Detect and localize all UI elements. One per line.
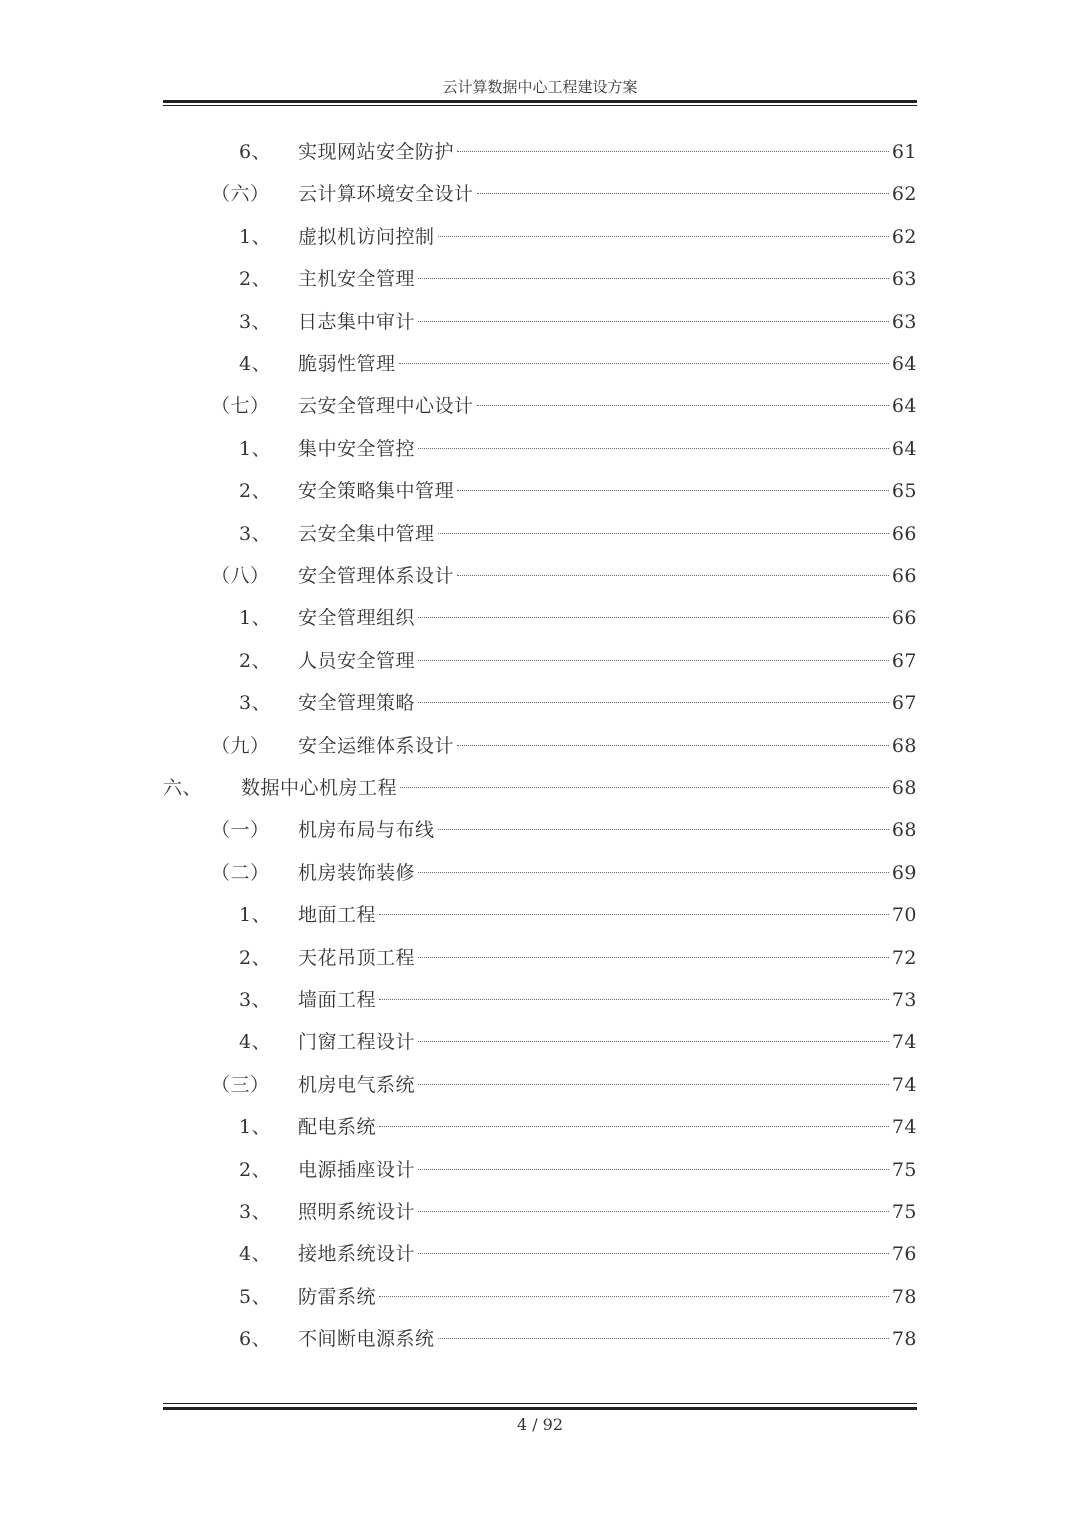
toc-entry-page: 62	[891, 225, 917, 248]
toc-dot-leader	[418, 660, 889, 661]
toc-entry-number: 3、	[239, 1201, 272, 1223]
toc-entry-title: 主机安全管理	[298, 268, 416, 291]
toc-entry-number: （三）	[211, 1073, 270, 1096]
toc-entry-page: 64	[891, 437, 917, 460]
toc-entry[interactable]	[163, 513, 917, 555]
toc-entry-page: 64	[891, 395, 917, 418]
toc-entry[interactable]	[163, 725, 917, 767]
toc-entry-page: 72	[891, 946, 917, 969]
toc-entry[interactable]	[163, 1233, 917, 1275]
toc-entry-number: （一）	[211, 819, 270, 842]
toc-entry-number: 3、	[239, 692, 272, 715]
toc-entry-page: 61	[891, 141, 917, 163]
toc-entry-number: （七）	[211, 395, 270, 418]
toc-entry-number: 2、	[239, 480, 272, 503]
toc-entry-page: 67	[891, 649, 917, 672]
header-rule-thick	[163, 100, 917, 103]
toc-dot-leader	[457, 490, 889, 491]
toc-dot-leader	[457, 151, 889, 152]
toc-entry-title: 脆弱性管理	[298, 353, 396, 375]
toc-dot-leader	[400, 787, 889, 788]
toc-entry-number: 3、	[239, 522, 272, 545]
toc-dot-leader	[418, 1084, 889, 1085]
toc-entry-page: 67	[891, 692, 917, 715]
toc-entry-page: 78	[891, 1328, 917, 1351]
toc-entry-page: 69	[891, 861, 917, 884]
toc-entry[interactable]	[163, 428, 917, 470]
toc-entry[interactable]	[163, 385, 917, 427]
toc-entry[interactable]	[163, 173, 917, 215]
toc-entry-title: 实现网站安全防护	[298, 141, 455, 163]
toc-entry-number: 4、	[239, 1243, 272, 1266]
toc-entry-page: 74	[891, 1116, 917, 1139]
toc-entry-title: 安全管理策略	[298, 692, 416, 715]
toc-entry-title: 配电系统	[298, 1116, 377, 1139]
toc-entry-number: 4、	[239, 1031, 272, 1054]
footer-rule-thin	[163, 1403, 917, 1404]
toc-entry[interactable]	[163, 640, 917, 682]
toc-entry[interactable]	[163, 1191, 917, 1233]
toc-entry-title: 天花吊顶工程	[298, 946, 416, 969]
toc-entry-title: 人员安全管理	[298, 649, 416, 672]
toc-entry[interactable]	[163, 258, 917, 300]
toc-entry[interactable]	[163, 767, 917, 809]
toc-entry[interactable]	[163, 555, 917, 597]
toc-entry[interactable]	[163, 597, 917, 639]
toc-entry-page: 74	[891, 1031, 917, 1054]
toc-entry-number: 3、	[239, 310, 272, 333]
toc-dot-leader	[418, 1041, 889, 1042]
page-header-title: 云计算数据中心工程建设方案	[442, 78, 638, 96]
toc-entry-title: 集中安全管控	[298, 437, 416, 460]
toc-entry[interactable]	[163, 1318, 917, 1360]
header-rule-thin	[163, 105, 917, 106]
toc-entry-number: 2、	[239, 1158, 272, 1181]
toc-entry-number: 1、	[239, 225, 272, 248]
toc-entry-title: 不间断电源系统	[298, 1328, 435, 1351]
toc-entry-page: 66	[891, 607, 917, 630]
toc-entry-number: 六、	[163, 777, 203, 799]
toc-dot-leader	[399, 363, 889, 364]
toc-entry-number: 5、	[239, 1285, 272, 1308]
toc-entry-number: 6、	[239, 1328, 272, 1351]
toc-dot-leader	[379, 914, 889, 915]
toc-entry-title: 安全运维体系设计	[298, 734, 455, 757]
toc-entry-page: 66	[891, 565, 917, 587]
toc-entry-number: 1、	[239, 904, 272, 927]
toc-entry-page: 68	[891, 777, 917, 799]
toc-entry-page: 74	[891, 1073, 917, 1096]
toc-dot-leader	[457, 575, 889, 576]
toc-entry-page: 68	[891, 734, 917, 757]
page-number: 4 / 92	[516, 1415, 564, 1434]
toc-entry-number: 6、	[239, 141, 272, 163]
toc-entry[interactable]	[163, 1021, 917, 1063]
toc-entry-title: 机房电气系统	[298, 1073, 416, 1096]
toc-entry-page: 78	[891, 1285, 917, 1308]
toc-entry-title: 防雷系统	[298, 1285, 377, 1308]
toc-entry[interactable]	[163, 216, 917, 258]
toc-entry-page: 70	[891, 904, 917, 927]
toc-dot-leader	[418, 448, 889, 449]
toc-entry-page: 75	[891, 1201, 917, 1223]
toc-entry-page: 75	[891, 1158, 917, 1181]
toc-dot-leader	[379, 1296, 889, 1297]
toc-entry-title: 机房布局与布线	[298, 819, 435, 842]
toc-entry[interactable]	[163, 343, 917, 385]
toc-entry[interactable]	[163, 894, 917, 936]
toc-dot-leader	[418, 1211, 889, 1212]
toc-entry-page: 66	[891, 522, 917, 545]
toc-dot-leader	[379, 999, 889, 1000]
toc-entry[interactable]	[163, 1106, 917, 1148]
toc-entry-page: 76	[891, 1243, 917, 1266]
toc-entry-page: 65	[891, 480, 917, 503]
toc-entry-title: 门窗工程设计	[298, 1031, 416, 1054]
toc-dot-leader	[418, 872, 889, 873]
toc-entry-number: （二）	[211, 861, 270, 884]
toc-entry-title: 地面工程	[298, 904, 377, 927]
toc-dot-leader	[418, 617, 889, 618]
toc-entry-number: 1、	[239, 1116, 272, 1139]
toc-entry[interactable]	[163, 131, 917, 173]
toc-entry-title: 电源插座设计	[298, 1158, 416, 1181]
toc-entry-page: 62	[891, 183, 917, 206]
toc-entry-title: 安全策略集中管理	[298, 480, 455, 503]
toc-entry-number: 4、	[239, 353, 272, 375]
toc-dot-leader	[438, 533, 889, 534]
toc-entry-title: 云安全管理中心设计	[298, 395, 474, 418]
toc-entry-title: 云安全集中管理	[298, 522, 435, 545]
toc-dot-leader	[438, 829, 889, 830]
toc-dot-leader	[418, 1253, 889, 1254]
toc-entry[interactable]	[163, 852, 917, 894]
toc-entry-number: （九）	[211, 734, 270, 757]
toc-dot-leader	[457, 745, 889, 746]
toc-entry-number: 3、	[239, 989, 272, 1011]
toc-dot-leader	[477, 193, 889, 194]
toc-entry[interactable]	[163, 809, 917, 851]
footer-rule-thick	[163, 1407, 917, 1410]
toc-entry-number: 2、	[239, 268, 272, 291]
toc-entry-number: 2、	[239, 649, 272, 672]
toc-dot-leader	[438, 236, 889, 237]
toc-entry[interactable]	[163, 1064, 917, 1106]
toc-dot-leader	[418, 1169, 889, 1170]
toc-entry-number: 2、	[239, 946, 272, 969]
toc-dot-leader	[477, 405, 889, 406]
toc-dot-leader	[418, 321, 889, 322]
toc-entry-title: 云计算环境安全设计	[298, 183, 474, 206]
toc-entry[interactable]	[163, 979, 917, 1021]
toc-entry-title: 机房装饰装修	[298, 861, 416, 884]
toc-entry-title: 安全管理体系设计	[298, 565, 455, 587]
toc-entry[interactable]	[163, 1149, 917, 1191]
toc-entry-title: 照明系统设计	[298, 1201, 416, 1223]
toc-entry-number: 1、	[239, 437, 272, 460]
toc-entry-page: 64	[891, 353, 917, 375]
toc-entry[interactable]	[163, 470, 917, 512]
toc-entry-page: 73	[891, 989, 917, 1011]
toc-entry-number: 1、	[239, 607, 272, 630]
toc-entry-title: 接地系统设计	[298, 1243, 416, 1266]
toc-entry-page: 63	[891, 310, 917, 333]
toc-entry-title: 墙面工程	[298, 989, 377, 1011]
toc-dot-leader	[418, 278, 889, 279]
toc-entry-number: （八）	[211, 565, 270, 587]
toc-entry[interactable]	[163, 682, 917, 724]
toc-dot-leader	[418, 702, 889, 703]
toc-dot-leader	[418, 957, 889, 958]
toc-entry-page: 63	[891, 268, 917, 291]
toc-entry-title: 虚拟机访问控制	[298, 225, 435, 248]
toc-entry-title: 安全管理组织	[298, 607, 416, 630]
toc-entry[interactable]	[163, 1276, 917, 1318]
toc-entry-page: 68	[891, 819, 917, 842]
toc-entry[interactable]	[163, 937, 917, 979]
toc-entry-title: 数据中心机房工程	[241, 777, 398, 799]
toc-entry-number: （六）	[211, 183, 270, 206]
toc-entry[interactable]	[163, 301, 917, 343]
toc-entry-title: 日志集中审计	[298, 310, 416, 333]
toc-dot-leader	[379, 1126, 889, 1127]
toc-dot-leader	[438, 1338, 889, 1339]
